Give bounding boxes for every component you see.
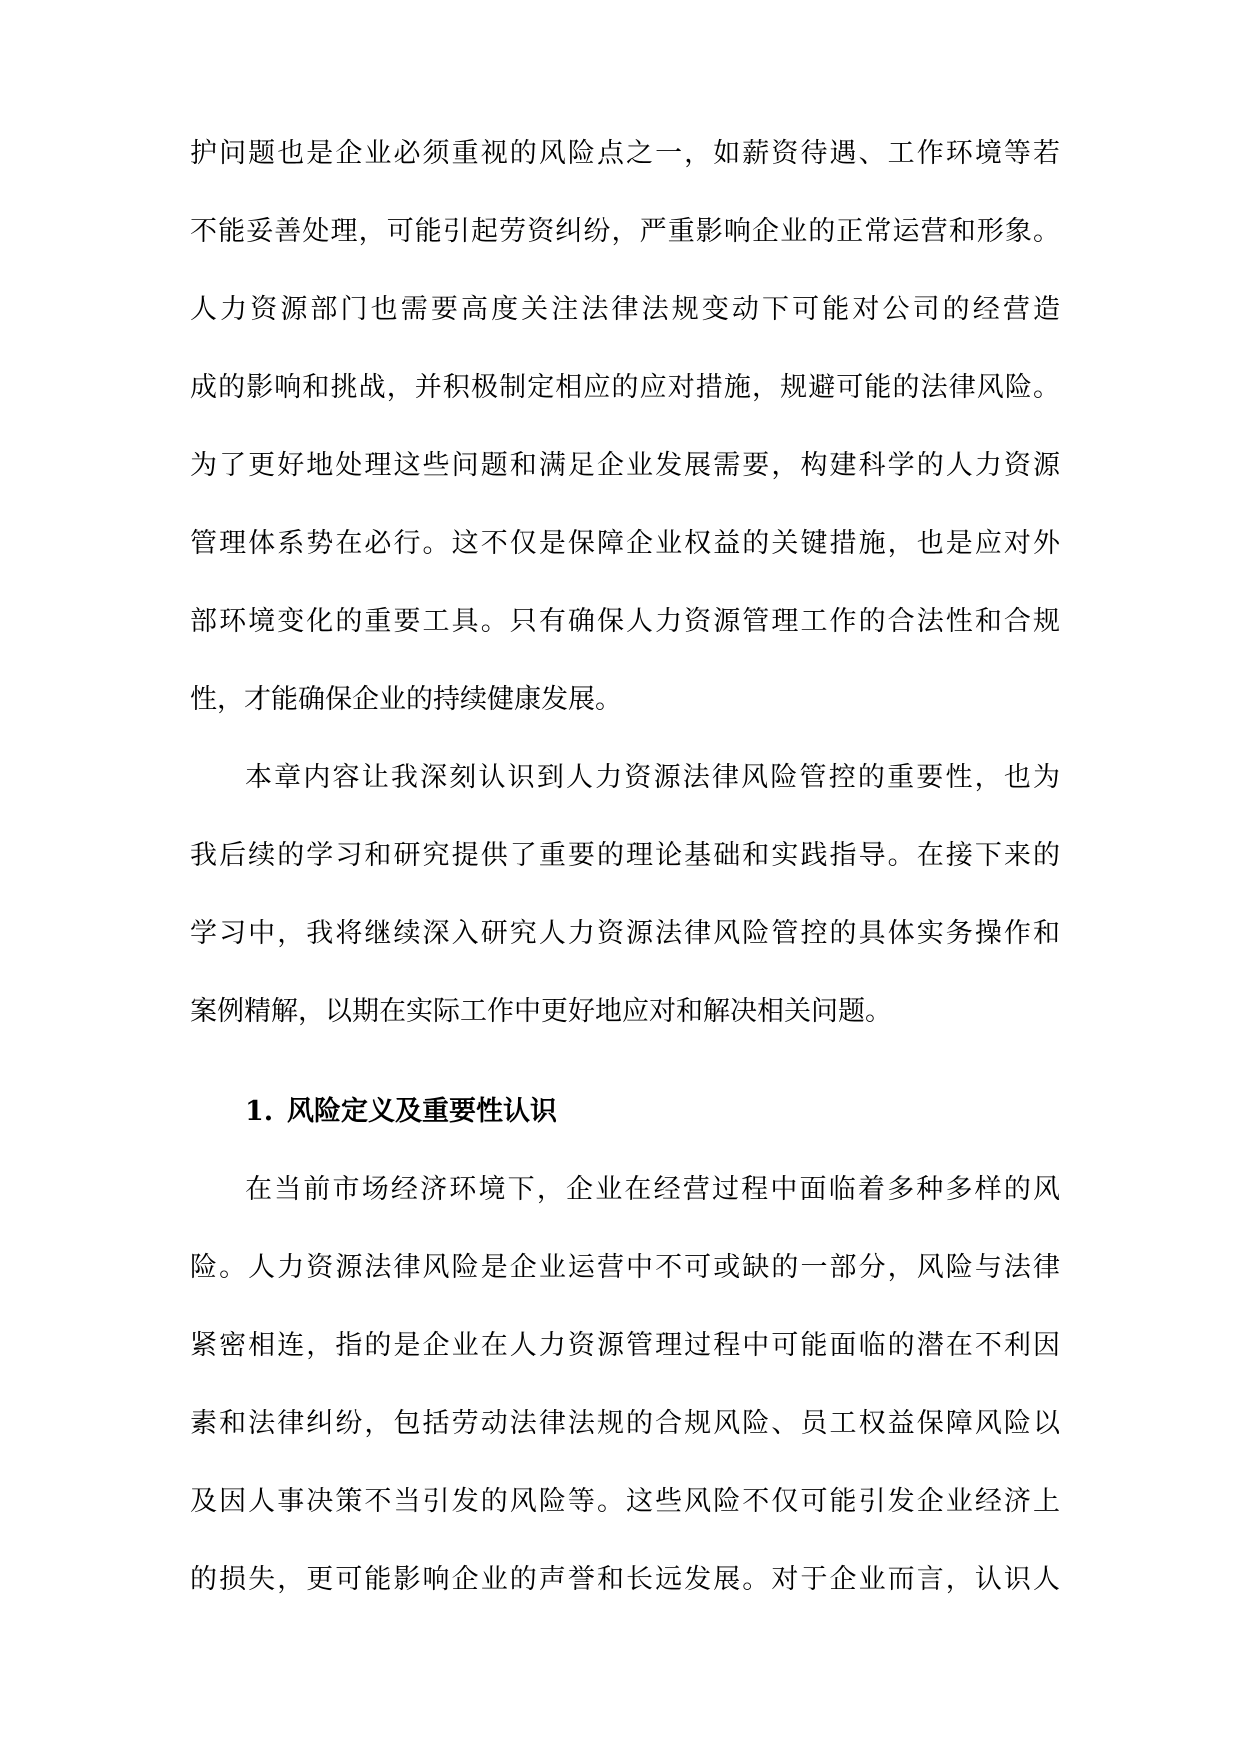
paragraph-3-line-2: 险。人力资源法律风险是企业运营中不可或缺的一部分，风险与法律 [190,1252,1060,1283]
paragraph-2-line-3: 学习中，我将继续深入研究人力资源法律风险管控的具体实务操作和 [190,918,1060,949]
section-title: 风险定义及重要性认识 [287,1096,557,1127]
section-heading [245,1094,1060,1130]
paragraph-2-line-2: 我后续的学习和研究提供了重要的理论基础和实践指导。在接下来的 [190,840,1060,871]
paragraph-2-line-1: 本章内容让我深刻认识到人力资源法律风险管控的重要性，也为 [245,762,1060,793]
paragraph-1-line-3: 人力资源部门也需要高度关注法律法规变动下可能对公司的经营造 [190,294,1060,325]
paragraph-1-line-4: 成的影响和挑战，并积极制定相应的应对措施，规避可能的法律风险。 [190,372,1060,403]
section-number: 1. [245,1096,274,1127]
paragraph-3-line-3: 紧密相连，指的是企业在人力资源管理过程中可能面临的潜在不利因 [190,1330,1060,1361]
paragraph-1-line-1: 护问题也是企业必须重视的风险点之一，如薪资待遇、工作环境等若 [190,138,1060,169]
paragraph-1-line-6: 管理体系势在必行。这不仅是保障企业权益的关键措施，也是应对外 [190,528,1060,559]
paragraph-1-line-8: 性，才能确保企业的持续健康发展。 [190,684,622,715]
paragraph-2-line-4: 案例精解，以期在实际工作中更好地应对和解决相关问题。 [190,996,892,1027]
paragraph-1-line-2: 不能妥善处理，可能引起劳资纠纷，严重影响企业的正常运营和形象。 [190,216,1060,247]
paragraph-3-line-4: 素和法律纠纷，包括劳动法律法规的合规风险、员工权益保障风险以 [190,1408,1060,1439]
paragraph-3-line-1: 在当前市场经济环境下，企业在经营过程中面临着多种多样的风 [245,1174,1060,1205]
paragraph-3-line-6: 的损失，更可能影响企业的声誉和长远发展。对于企业而言，认识人 [190,1564,1060,1595]
paragraph-1-line-5: 为了更好地处理这些问题和满足企业发展需要，构建科学的人力资源 [190,450,1060,481]
paragraph-3-line-5: 及因人事决策不当引发的风险等。这些风险不仅可能引发企业经济上 [190,1486,1060,1517]
paragraph-1-line-7: 部环境变化的重要工具。只有确保人力资源管理工作的合法性和合规 [190,606,1060,637]
